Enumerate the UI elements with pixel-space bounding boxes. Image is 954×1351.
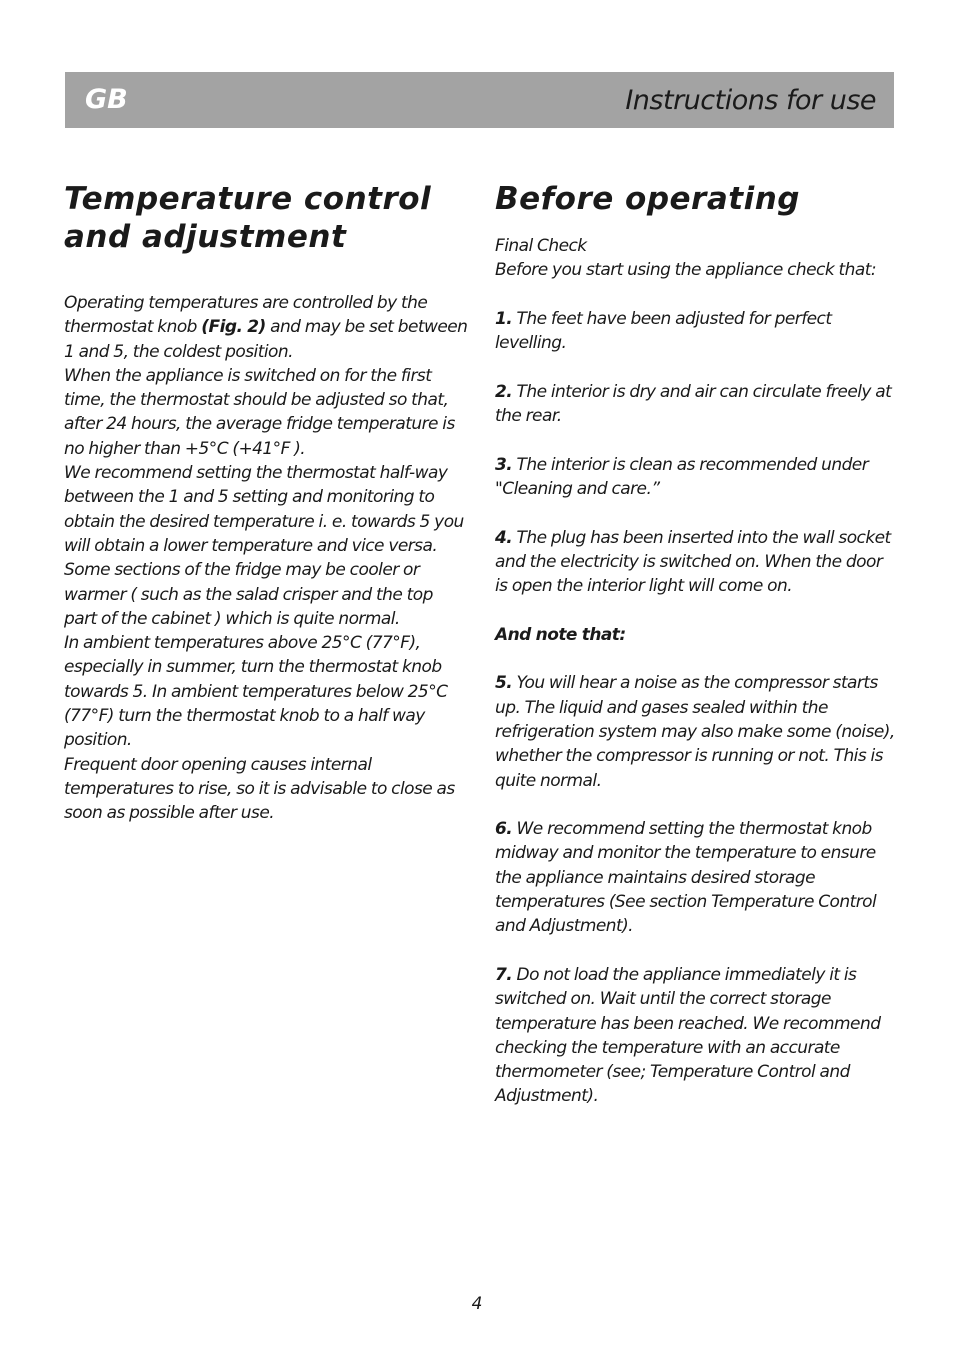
item-number: 5. xyxy=(495,673,513,694)
figure-reference: (Fig. 2) xyxy=(201,317,266,338)
language-code: GB xyxy=(85,84,128,115)
spacer xyxy=(495,793,899,817)
spacer xyxy=(495,501,899,525)
item-number: 1. xyxy=(495,308,513,329)
item-text: You will hear a noise as the compressor starts up. The liquid and gases sealed within the refrigeration system may also make some (noise), whether the compressor is running or not. This is quite normal. xyxy=(495,673,895,791)
spacer xyxy=(495,355,899,379)
check-item xyxy=(495,526,899,599)
item-text: The interior is clean as recommended under "Cleaning and care.” xyxy=(495,454,869,499)
item-text: Do not load the appliance immediately it is switched on. Wait until the correct storage temperature has been reached. We recommend checking the temperature with an accurate thermometer (see; Temperature Control and Adjustment). xyxy=(495,964,881,1107)
item-number: 3. xyxy=(495,454,513,475)
check-item xyxy=(495,380,899,429)
before-operating-body xyxy=(495,234,899,1109)
item-number: 4. xyxy=(495,527,513,548)
item-text: The feet have been adjusted for perfect levelling. xyxy=(495,308,832,354)
item-text: The interior is dry and air can circulate freely at the rear. xyxy=(495,381,892,427)
note-heading: And note that: xyxy=(495,624,626,645)
paragraph-3: We recommend setting the thermostat half-way between the 1 and 5 setting and monitoring to obtain the desired temperature i. e. towards 5 you will obtain a lower temperature and vice versa. Some sections of the fridge may be cooler or warmer ( such as the salad crisper and the top part of the cabinet ) which is quite normal. xyxy=(64,463,464,629)
spacer xyxy=(495,283,899,307)
item-number: 6. xyxy=(495,819,513,840)
paragraph-1-text-a: Operating temperatures are controlled by the thermostat knob xyxy=(64,293,428,338)
item-text: The plug has been inserted into the wall socket and the electricity is switched on. When the door is open the interior light will come on. xyxy=(495,527,891,597)
paragraph-4: In ambient temperatures above 25°C (77°F), especially in summer, turn the thermostat knob towards 5. In ambient temperatures below 25°C (77°F) turn the thermostat knob to a half way position. xyxy=(64,633,448,751)
check-item xyxy=(495,307,899,356)
heading-line-1: Temperature control xyxy=(64,181,432,217)
note-item xyxy=(495,671,899,792)
paragraph-1-text-b: and may be set between 1 and 5, the coldest position. xyxy=(64,317,468,362)
section-heading-temperature-control xyxy=(64,180,468,256)
note-item xyxy=(495,817,899,938)
paragraph-1 xyxy=(64,291,468,364)
spacer xyxy=(495,598,899,622)
item-number: 2. xyxy=(495,381,513,402)
document-title: Instructions for use xyxy=(625,85,876,116)
heading-line-2: and adjustment xyxy=(64,219,347,255)
spacer xyxy=(495,428,899,452)
final-check-label: Final Check xyxy=(495,236,587,256)
section-heading-before-operating: Before operating xyxy=(495,181,800,217)
item-text: We recommend setting the thermostat knob midway and monitor the temperature to ensure the appliance maintains desired storage temperatures (See section Temperature Control and Adjustment). xyxy=(495,819,877,937)
note-item xyxy=(495,963,899,1109)
paragraph-2: When the appliance is switched on for the first time, the thermostat should be adjusted so that, after 24 hours, the average fridge temperature is no higher than +5°C (+41°F ). xyxy=(64,365,455,459)
spacer xyxy=(495,647,899,671)
left-column xyxy=(64,180,468,826)
header-bar xyxy=(65,72,894,128)
intro-text: Before you start using the appliance check that: xyxy=(495,260,876,281)
right-column xyxy=(495,180,899,1109)
temperature-control-body xyxy=(64,291,468,826)
item-number: 7. xyxy=(495,964,513,985)
page-number: 4 xyxy=(471,1294,483,1314)
spacer xyxy=(495,939,899,963)
check-item xyxy=(495,453,899,502)
paragraph-5: Frequent door opening causes internal temperatures to rise, so it is advisable to close as soon as possible after use. xyxy=(64,754,455,824)
